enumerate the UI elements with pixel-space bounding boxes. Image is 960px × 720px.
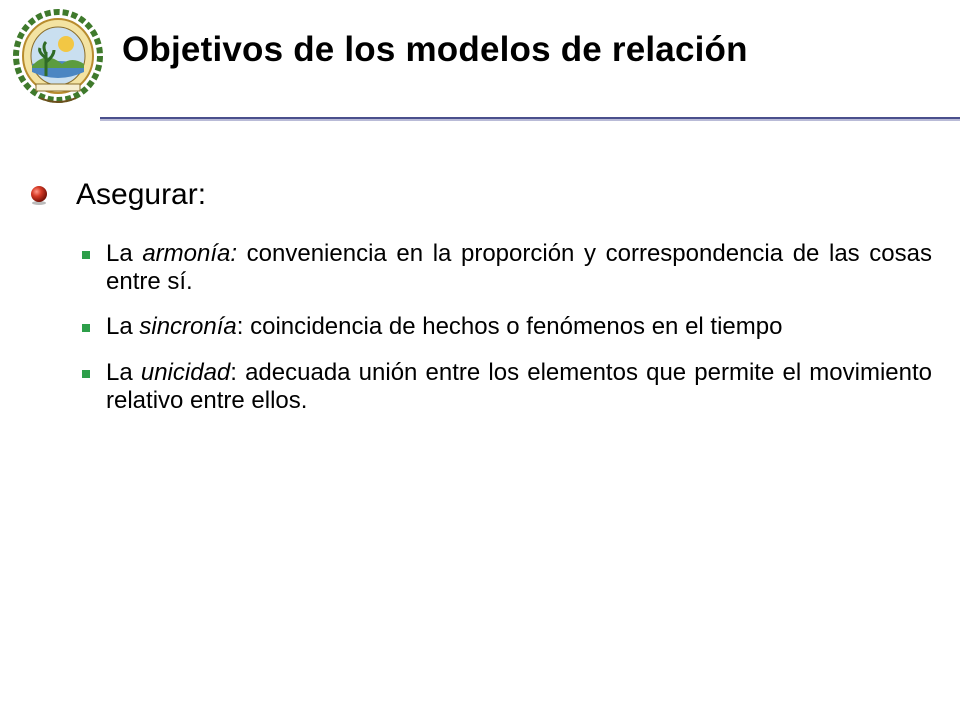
- title-divider: [100, 117, 960, 121]
- list-item: [80, 240, 932, 296]
- green-square-bullet-icon: [82, 251, 90, 259]
- bullet-asegurar: [28, 178, 206, 212]
- item-term: armonía:: [142, 240, 238, 267]
- list-item: [80, 313, 932, 341]
- university-seal-icon: [10, 6, 106, 118]
- green-square-bullet-icon: [82, 370, 90, 378]
- university-seal-logo: [10, 6, 106, 118]
- bullet-text: Asegurar:: [76, 178, 207, 211]
- list-item: [80, 359, 932, 415]
- item-term: unicidad: [140, 359, 231, 386]
- slide-title: Objetivos de los modelos de relación: [122, 30, 748, 69]
- item-text: La armonía: conveniencia en la proporción y correspondencia de las cosas entre sí.: [106, 240, 932, 295]
- sub-bullet-list: [80, 240, 932, 432]
- item-term: sincronía: [139, 313, 237, 340]
- item-text: La unicidad: adecuada unión entre los elementos que permite el movimiento relativo entre ellos.: [106, 359, 933, 414]
- item-text: La sincronía: coincidencia de hechos o fenómenos en el tiempo: [106, 313, 783, 340]
- green-square-bullet-icon: [82, 324, 90, 332]
- red-ball-bullet-icon: [28, 184, 50, 206]
